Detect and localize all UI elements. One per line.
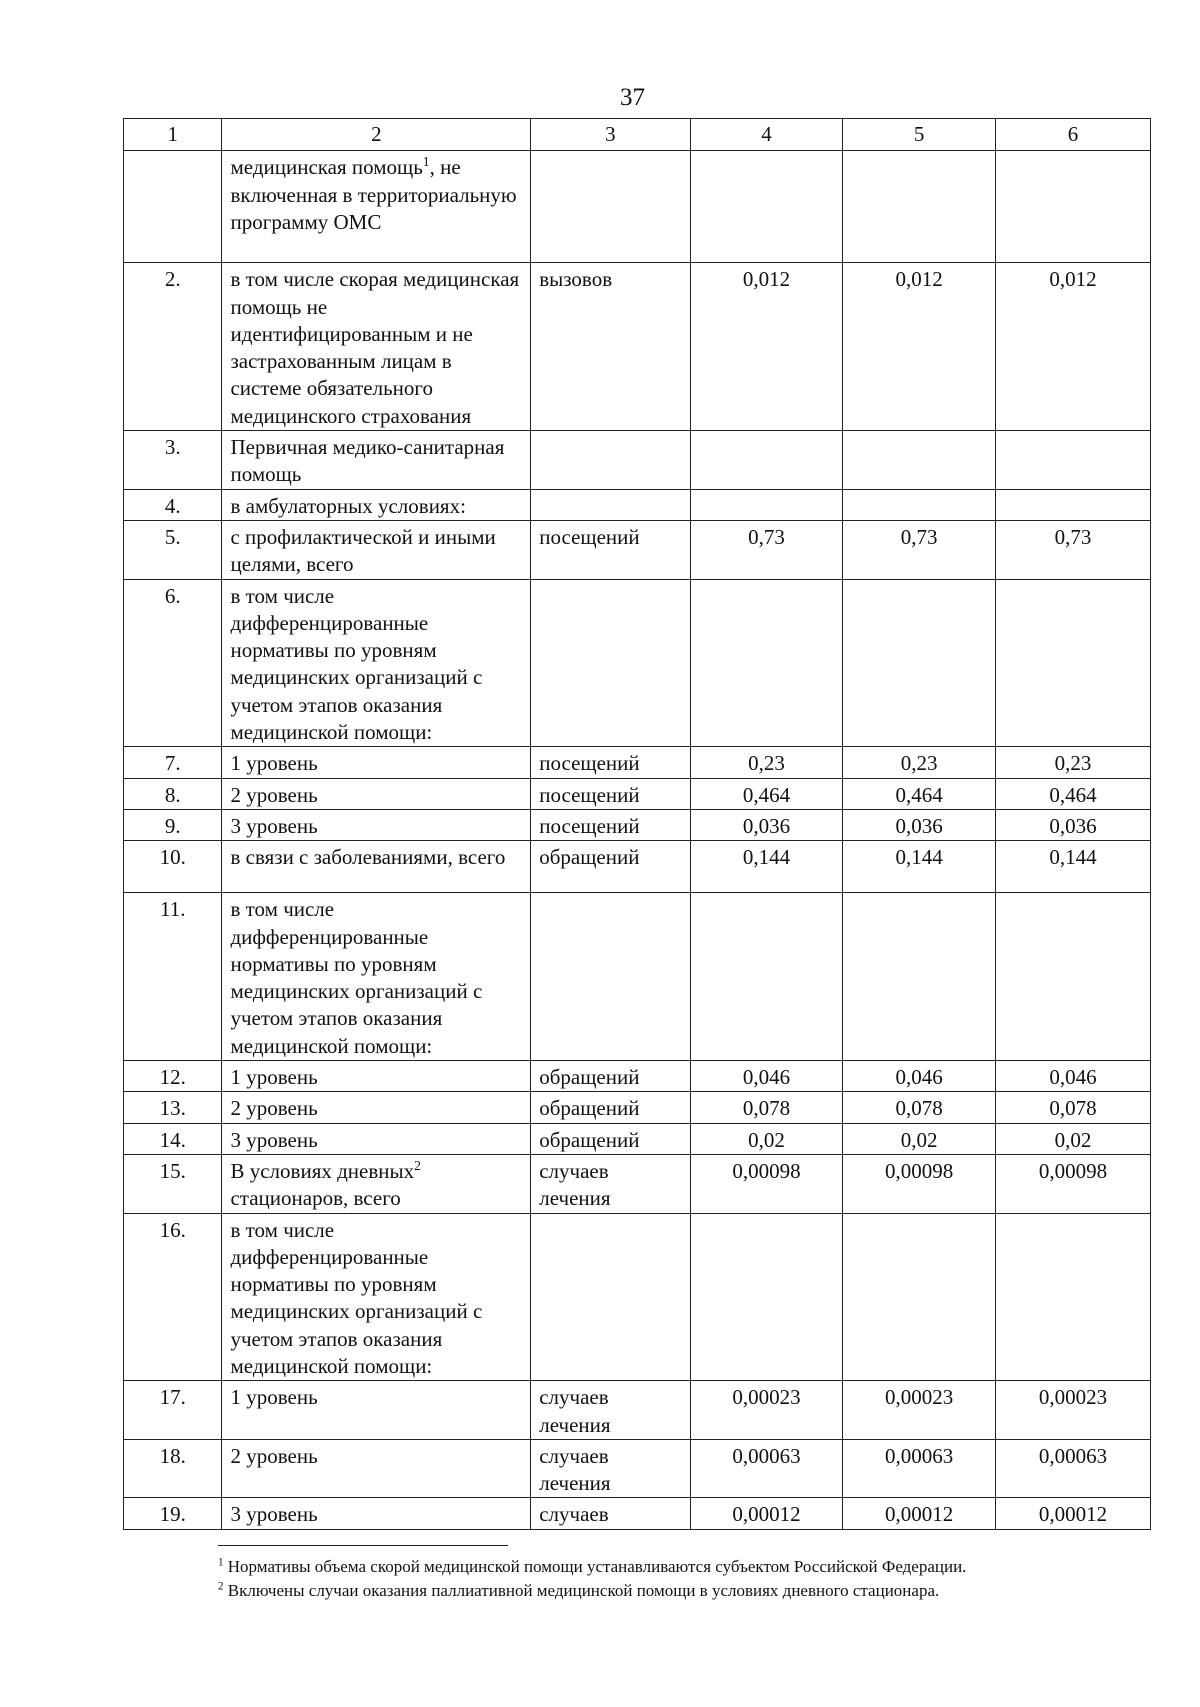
row-unit-cell xyxy=(531,1213,690,1381)
row-unit-cell: случаев лечения xyxy=(531,1154,690,1213)
row-value-col5: 0,00023 xyxy=(843,1381,996,1440)
row-value-col4 xyxy=(690,1213,843,1381)
row-number-cell: 15. xyxy=(124,1154,222,1213)
row-name-cell xyxy=(222,809,531,840)
row-value-col4: 0,00098 xyxy=(690,1154,843,1213)
footnotes xyxy=(218,1555,1138,1603)
footnote-mark: 1 xyxy=(218,1556,224,1569)
row-value-col4: 0,144 xyxy=(690,841,843,893)
row-name-cell xyxy=(222,841,531,893)
row-value-col4 xyxy=(690,893,843,1061)
table-row xyxy=(124,1154,1151,1213)
table-header-row xyxy=(124,119,1151,151)
row-name-text: в связи с заболеваниями, всего xyxy=(230,845,506,870)
table-row xyxy=(124,1439,1151,1498)
row-name-text-rest: стационаров, всего xyxy=(230,1186,401,1211)
table-row xyxy=(124,263,1151,431)
table-row xyxy=(124,893,1151,1061)
footnote-text: Нормативы объема скорой медицинской помощи устанавливаются субъектом Российской Федерации. xyxy=(223,1557,967,1576)
table-row xyxy=(124,1213,1151,1381)
row-unit-cell xyxy=(531,489,690,520)
row-value-col4 xyxy=(690,489,843,520)
table-row xyxy=(124,489,1151,520)
table-row xyxy=(124,778,1151,809)
row-name-cell xyxy=(222,431,531,490)
column-header: 4 xyxy=(690,119,843,151)
row-number-cell: 11. xyxy=(124,893,222,1061)
row-value-col4: 0,012 xyxy=(690,263,843,431)
norms-table xyxy=(123,118,1151,1530)
footnote-reference: 1 xyxy=(422,154,430,170)
row-value-col6: 0,464 xyxy=(996,778,1151,809)
row-unit-cell: случаев лечения xyxy=(531,1439,690,1498)
row-number-cell: 7. xyxy=(124,747,222,778)
row-name-text: В условиях дневных xyxy=(230,1158,415,1183)
row-name-text: 1 уровень xyxy=(230,751,318,776)
table-row xyxy=(124,747,1151,778)
row-number-cell: 18. xyxy=(124,1439,222,1498)
row-value-col5: 0,02 xyxy=(843,1123,996,1154)
row-unit-cell: обращений xyxy=(531,1123,690,1154)
row-unit-cell: посещений xyxy=(531,747,690,778)
row-value-col5: 0,464 xyxy=(843,778,996,809)
row-value-col5 xyxy=(843,489,996,520)
row-name-text: в амбулаторных условиях: xyxy=(230,493,466,518)
row-value-col5: 0,00012 xyxy=(843,1498,996,1529)
row-value-col4: 0,046 xyxy=(690,1061,843,1092)
row-value-col6 xyxy=(996,579,1151,747)
row-name-text: 1 уровень xyxy=(230,1065,318,1090)
row-name-text: в том числе дифференцированные нормативы по уровням медицинских организаций с учетом этапов оказания медицинской помощи: xyxy=(230,1217,483,1378)
row-value-col5: 0,144 xyxy=(843,841,996,893)
row-unit-cell: обращений xyxy=(531,841,690,893)
row-value-col5: 0,012 xyxy=(843,263,996,431)
row-number-cell: 9. xyxy=(124,809,222,840)
row-number-cell: 19. xyxy=(124,1498,222,1529)
row-value-col6 xyxy=(996,151,1151,263)
row-name-text: в том числе дифференцированные нормативы по уровням медицинских организаций с учетом этапов оказания медицинской помощи: xyxy=(230,583,483,745)
row-unit-cell xyxy=(531,431,690,490)
row-value-col6: 0,23 xyxy=(996,747,1151,778)
row-value-col5 xyxy=(843,893,996,1061)
row-value-col6: 0,012 xyxy=(996,263,1151,431)
row-value-col4: 0,036 xyxy=(690,809,843,840)
row-value-col6: 0,02 xyxy=(996,1123,1151,1154)
row-value-col4: 0,00063 xyxy=(690,1439,843,1498)
row-name-text: 3 уровень xyxy=(230,813,318,838)
row-number-cell: 12. xyxy=(124,1061,222,1092)
row-value-col6: 0,73 xyxy=(996,520,1151,579)
table-body xyxy=(124,151,1151,1529)
row-value-col6 xyxy=(996,893,1151,1061)
row-number-cell: 8. xyxy=(124,778,222,809)
row-value-col4: 0,23 xyxy=(690,747,843,778)
row-value-col4: 0,00023 xyxy=(690,1381,843,1440)
table-row xyxy=(124,579,1151,747)
table-row xyxy=(124,1498,1151,1529)
row-name-cell xyxy=(222,1154,531,1213)
row-name-cell xyxy=(222,579,531,747)
row-name-cell xyxy=(222,778,531,809)
table-row xyxy=(124,1123,1151,1154)
footnote-2 xyxy=(218,1579,1138,1603)
row-value-col4 xyxy=(690,579,843,747)
row-unit-cell: случаев xyxy=(531,1498,690,1529)
row-name-text: в том числе скорая медицинская помощь не идентифицированным и не застрахованным лицам в системе обязательного медицинского страхования xyxy=(230,267,520,428)
row-unit-cell: посещений xyxy=(531,809,690,840)
row-name-cell xyxy=(222,1498,531,1529)
row-value-col6: 0,00012 xyxy=(996,1498,1151,1529)
row-name-text: 3 уровень xyxy=(230,1502,318,1527)
footnote-mark: 2 xyxy=(218,1580,224,1593)
row-number-cell: 5. xyxy=(124,520,222,579)
row-value-col5: 0,00063 xyxy=(843,1439,996,1498)
row-name-cell xyxy=(222,1213,531,1381)
row-value-col4: 0,078 xyxy=(690,1092,843,1123)
row-value-col5 xyxy=(843,151,996,263)
row-value-col6: 0,046 xyxy=(996,1061,1151,1092)
table-row xyxy=(124,809,1151,840)
row-number-cell xyxy=(124,151,222,263)
row-value-col4 xyxy=(690,431,843,490)
row-name-text: Первичная медико-санитарная помощь xyxy=(230,435,505,487)
table-row xyxy=(124,841,1151,893)
row-unit-cell xyxy=(531,579,690,747)
table-row xyxy=(124,520,1151,579)
row-value-col5 xyxy=(843,1213,996,1381)
row-number-cell: 14. xyxy=(124,1123,222,1154)
row-name-text: 2 уровень xyxy=(230,1443,318,1468)
row-value-col5: 0,23 xyxy=(843,747,996,778)
table-row xyxy=(124,1061,1151,1092)
row-value-col6 xyxy=(996,489,1151,520)
row-name-cell xyxy=(222,747,531,778)
row-value-col4: 0,73 xyxy=(690,520,843,579)
row-name-cell xyxy=(222,1381,531,1440)
row-value-col5: 0,73 xyxy=(843,520,996,579)
page-number: 37 xyxy=(620,84,645,111)
row-value-col5: 0,078 xyxy=(843,1092,996,1123)
row-unit-cell xyxy=(531,151,690,263)
row-name-text: в том числе дифференцированные нормативы по уровням медицинских организаций с учетом этапов оказания медицинской помощи: xyxy=(230,897,483,1058)
table-row xyxy=(124,1092,1151,1123)
row-name-text: 1 уровень xyxy=(230,1385,318,1410)
table-row xyxy=(124,1381,1151,1440)
row-unit-cell: обращений xyxy=(531,1092,690,1123)
row-name-cell xyxy=(222,151,531,263)
row-value-col6: 0,036 xyxy=(996,809,1151,840)
row-value-col6: 0,078 xyxy=(996,1092,1151,1123)
row-name-cell xyxy=(222,1439,531,1498)
row-number-cell: 4. xyxy=(124,489,222,520)
row-name-text: 2 уровень xyxy=(230,1096,318,1121)
row-value-col5 xyxy=(843,431,996,490)
row-value-col6: 0,144 xyxy=(996,841,1151,893)
row-value-col4: 0,464 xyxy=(690,778,843,809)
row-number-cell: 13. xyxy=(124,1092,222,1123)
row-name-cell xyxy=(222,489,531,520)
row-number-cell: 2. xyxy=(124,263,222,431)
row-name-cell xyxy=(222,263,531,431)
footnote-text: Включены случаи оказания паллиативной медицинской помощи в условиях дневного стационара. xyxy=(223,1580,940,1600)
row-value-col5: 0,00098 xyxy=(843,1154,996,1213)
row-name-cell xyxy=(222,520,531,579)
row-name-text: 2 уровень xyxy=(230,782,318,807)
column-header: 3 xyxy=(531,119,690,151)
row-number-cell: 16. xyxy=(124,1213,222,1381)
row-value-col5: 0,036 xyxy=(843,809,996,840)
row-name-text: 3 уровень xyxy=(230,1127,318,1152)
row-unit-cell: обращений xyxy=(531,1061,690,1092)
row-value-col5 xyxy=(843,579,996,747)
row-unit-cell: посещений xyxy=(531,778,690,809)
row-number-cell: 17. xyxy=(124,1381,222,1440)
row-value-col6 xyxy=(996,431,1151,490)
row-value-col6 xyxy=(996,1213,1151,1381)
row-value-col4: 0,02 xyxy=(690,1123,843,1154)
row-name-text: с профилактической и иными целями, всего xyxy=(230,524,496,577)
row-unit-cell xyxy=(531,893,690,1061)
footnote-divider xyxy=(218,1545,508,1546)
row-value-col6: 0,00098 xyxy=(996,1154,1151,1213)
row-unit-cell: посещений xyxy=(531,520,690,579)
row-number-cell: 10. xyxy=(124,841,222,893)
column-header: 1 xyxy=(124,119,222,151)
row-name-text-rest: , не включенная в территориальную программу ОМС xyxy=(230,155,517,234)
row-value-col4 xyxy=(690,151,843,263)
row-name-text: медицинская помощь xyxy=(230,155,423,180)
row-number-cell: 3. xyxy=(124,431,222,490)
footnote-reference: 2 xyxy=(414,1157,421,1173)
column-header: 2 xyxy=(222,119,531,151)
row-unit-cell: случаев лечения xyxy=(531,1381,690,1440)
row-value-col5: 0,046 xyxy=(843,1061,996,1092)
table-row xyxy=(124,151,1151,263)
column-header: 5 xyxy=(843,119,996,151)
row-unit-cell: вызовов xyxy=(531,263,690,431)
row-name-cell xyxy=(222,1061,531,1092)
footnote-1 xyxy=(218,1555,1138,1579)
row-value-col6: 0,00023 xyxy=(996,1381,1151,1440)
table-row xyxy=(124,431,1151,490)
row-number-cell: 6. xyxy=(124,579,222,747)
row-name-cell xyxy=(222,893,531,1061)
row-name-cell xyxy=(222,1092,531,1123)
row-name-cell xyxy=(222,1123,531,1154)
row-value-col6: 0,00063 xyxy=(996,1439,1151,1498)
column-header: 6 xyxy=(996,119,1151,151)
row-value-col4: 0,00012 xyxy=(690,1498,843,1529)
